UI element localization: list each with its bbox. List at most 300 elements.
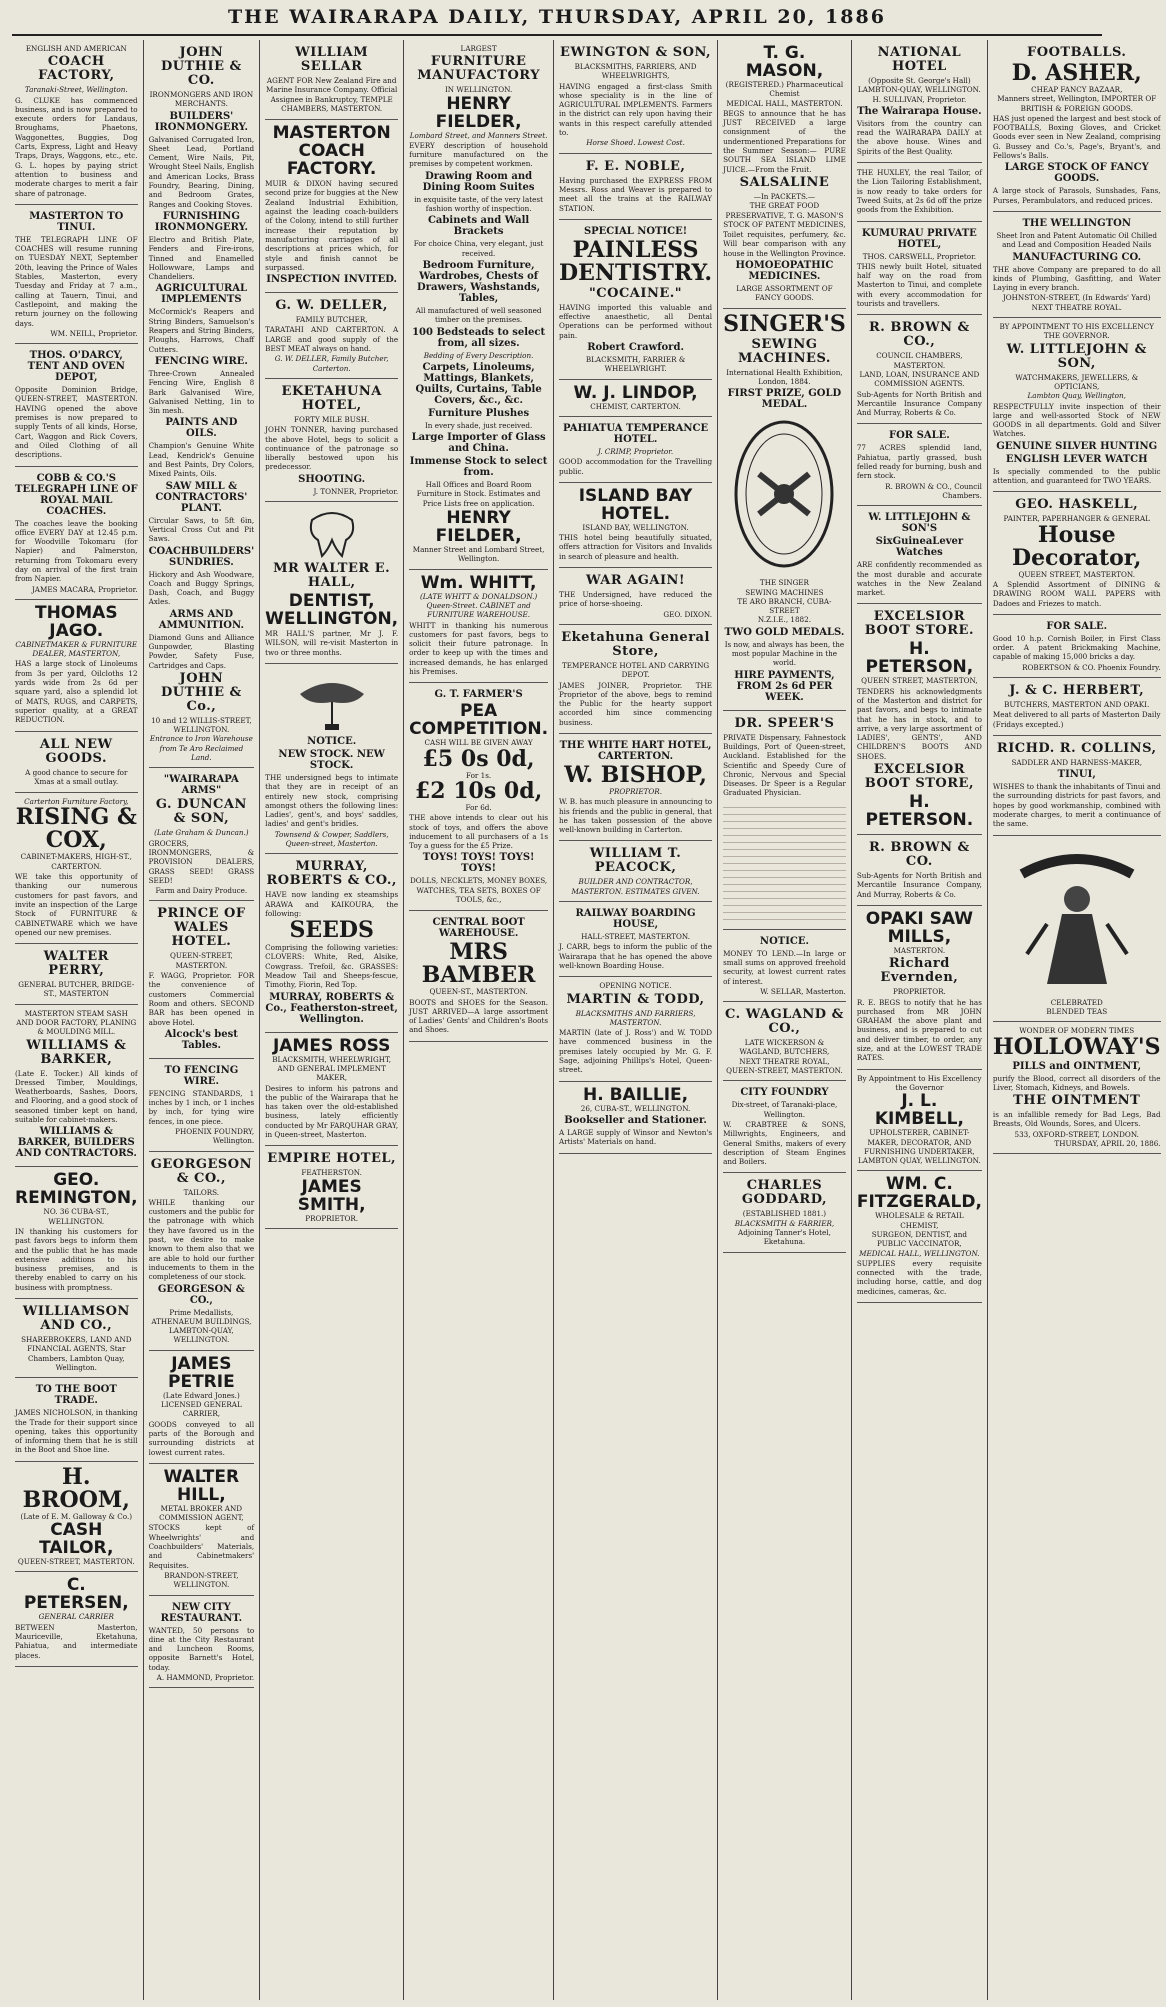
ad-signature: ROBERTSON & CO. Phoenix Foundry.	[1022, 662, 1161, 672]
ad-heading-6: SAW MILL & CONTRACTORS' PLANT.	[155, 480, 248, 514]
ad-title: WALTER HILL,	[163, 1466, 240, 1505]
ad-title: C. PETERSEN,	[23, 1575, 129, 1614]
ad-title-2: BLACKSMITH & FARRIER,	[734, 1218, 835, 1228]
ad-signature: G. W. DELLER, Family Butcher, Carterton.	[274, 354, 389, 373]
ad-heading: FOR SALE.	[1046, 620, 1108, 632]
ad-title: ALL NEW GOODS.	[39, 736, 113, 766]
collins-ad	[993, 736, 1161, 836]
ad-heading: Carterton Furniture Factory,	[24, 797, 129, 807]
ad-subtitle: CABINETMAKER & FURNITURE DEALER, MASTERTON,	[15, 639, 138, 659]
ad-subtitle: SixGuineaLever Watches	[875, 536, 964, 559]
ad-list-8: Diamond Guns and Alliance Gunpowder, Blasting Powder, Safety Fuse, Cartridges and Caps.	[148, 632, 255, 670]
ad-subtitle: IRONMONGERS AND IRON MERCHANTS.	[149, 90, 254, 109]
ad-title: PAHIATUA TEMPERANCE HOTEL.	[563, 422, 709, 445]
ad-title: W. LITTLEJOHN & SON'S	[868, 512, 971, 535]
column-1	[10, 40, 144, 2000]
ad-title: PRINCE OF WALES HOTEL.	[157, 906, 246, 950]
rising-cox-ad	[15, 793, 138, 944]
ad-body: HAS a large stock of Linoleums from 3s per yard, Oilcloths 12 yards wide from 2s 6d per square yard, also a splendid lot of MATS, RUGS, and CARPETS, superior quality, at a GREAT REDUCTION.	[15, 659, 138, 725]
ad-title: GEO. REMINGTON,	[15, 1170, 138, 1209]
dentist-ad	[265, 502, 398, 664]
column-3	[260, 40, 404, 2000]
tent-depot-ad	[15, 344, 138, 466]
ad-body: GOOD accommodation for the Travelling public.	[559, 457, 713, 476]
ad-title: WILLIAM T. PEACOCK,	[589, 846, 682, 876]
ad-body: WISHES to thank the inhabitants of Tinui and the surrounding districts for past favors, and hopes by good workmanship, combined with moderate charges, to merit a continuance of the same.	[992, 782, 1161, 829]
saddle-ad	[265, 664, 398, 854]
ad-body: IN thanking his customers for past favors begs to inform them and the public that he has made extensive additions to his business premises, and is thereby enabled to carry on his business with promptness.	[15, 1226, 138, 1292]
ad-signature: W. SELLAR, Masterton.	[760, 986, 846, 996]
ad-signature: J. CRIMP, Proprietor.	[597, 446, 674, 456]
huxley-tailor-ad	[857, 163, 982, 221]
ad-subtitle: LATE WICKERSON & WAGLAND, BUTCHERS,	[739, 1038, 830, 1057]
ad-list-5: Champion's Genuine White Lead, Kendrick's Genuine and Best Paints, Dry Colors, Mixed Paints, Oils.	[148, 441, 255, 479]
ad-body: GOODS conveyed to all parts of the Borough and surrounding districts at lowest current rates.	[148, 1419, 255, 1457]
ad-body: TENDERS his acknowledgments of the Masterton and district for past favors, and begs to intimate that he has in stock, and to arrive, a very large assortment of LADIES', GENTS', AND CHILDREN'S BOOTS AND SHOES.	[856, 686, 982, 761]
ad-heading-4: Bedroom Furniture, Wardrobes, Chests of Drawers, Washstands, Tables,	[417, 259, 541, 304]
fielder-ad	[409, 40, 548, 570]
ad-title: RAILWAY BOARDING HOUSE,	[575, 908, 696, 931]
city-foundry-ad	[723, 1081, 846, 1173]
ad-body: THE above Company are prepared to do all kinds of Plumbing, Gasfitting, and Water Laying in every branch.	[992, 264, 1161, 293]
ad-subtitle: TEMPERANCE HOTEL AND CARRYING DEPOT.	[562, 660, 710, 680]
ad-subtitle: International Health Exhibition, London, 1884.	[726, 367, 843, 386]
ad-subtitle-2: Prime Medallists, ATHENAEUM BUILDINGS, LAMBTON-QUAY, WELLINGTON.	[151, 1307, 252, 1345]
ad-body: (Late E. Tocker.) All kinds of Dressed Timber, Mouldings, Weatherboards, Sashes, Doors, and Flooring, and a good stock of seasoned timber kept on hand, suitable for cabinet-makers.	[15, 1068, 138, 1125]
ad-footer-note: Entrance to Iron Warehouse from Te Aro Reclaimed Land.	[149, 734, 253, 763]
ad-title: J. L. KIMBELL,	[874, 1091, 964, 1130]
ad-body: WHILE thanking our customers and the public for the patronage with which they have favored us in the past, we desire to make known to them also that we are able to hold our further inducements to them in the completeness of our stock.	[148, 1197, 255, 1282]
ad-list-6: Circular Saws, to 5ft 6in, Vertical Cross Cut and Pit Saws.	[148, 515, 255, 544]
ad-subtitle: FORTY MILE BUSH.	[294, 414, 370, 424]
asher-ad	[993, 40, 1161, 212]
ad-subtitle: BLACKSMITHS, FARRIERS, AND WHEELWRIGHTS,	[574, 62, 697, 81]
ad-heading: BY APPOINTMENT TO HIS EXCELLENCY THE GOVERNOR.	[999, 322, 1154, 341]
ad-body: BETWEEN Masterton, Mauriceville, Eketahuna, Pahiatua, and intermediate places.	[15, 1622, 138, 1660]
ad-title: MRS BAMBER	[421, 939, 536, 989]
ad-body-4: All manufactured of well seasoned timber on the premises.	[415, 305, 542, 325]
ewington-ad	[559, 40, 712, 154]
ad-name: H. PETERSON,	[865, 639, 974, 678]
ad-body-2: A large stock of Parasols, Sunshades, Fans, Purses, Perambulators, and reduced prices.	[992, 186, 1161, 205]
ad-subtitle: BUTCHERS, MASTERTON AND OPAKI.	[1004, 699, 1150, 709]
ad-title: MARTIN & TODD,	[566, 991, 705, 1007]
ad-heading: BUILDERS' IRONMONGERY.	[154, 110, 248, 133]
ad-subtitle: CABINET-MAKERS, HIGH-ST., CARTERTON.	[20, 852, 132, 871]
ad-title-2: JAMES SMITH,	[297, 1176, 366, 1215]
petersen-ad	[15, 1572, 138, 1666]
ad-title: F. E. NOBLE,	[585, 158, 686, 174]
ross-ad	[265, 1033, 398, 1147]
ad-subtitle: HALL-STREET, MASTERTON.	[581, 932, 691, 942]
coach-factory-ad	[15, 40, 138, 205]
ad-cocaine: "COCAINE."	[589, 285, 683, 301]
ad-title: WILLIAMSON AND CO.,	[22, 1304, 130, 1334]
ad-subtitle: ISLAND BAY, WELLINGTON.	[582, 522, 689, 532]
ad-title: H. BAILLIE,	[583, 1084, 689, 1105]
ad-heading: TO THE BOOT TRADE.	[35, 1384, 117, 1407]
ad-title: KUMURAU PRIVATE HOTEL,	[861, 227, 977, 250]
excelsior-boot-ad	[857, 604, 982, 835]
tea-lady-illustration	[1012, 844, 1142, 994]
duthie-ad	[149, 40, 255, 768]
ad-subtitle: SHAREBROKERS, LAND AND FINANCIAL AGENTS, Star Chambers, Lambton Quay, Wellington.	[21, 1335, 132, 1372]
ad-subtitle: IN WELLINGTON.	[444, 85, 513, 95]
georgeson-ad	[149, 1152, 255, 1351]
ad-title: RICHD. R. COLLINS,	[996, 740, 1157, 756]
column-4	[404, 40, 554, 2000]
ad-subtitle: COUNCIL CHAMBERS, MASTERTON.	[876, 351, 963, 370]
ad-heading: SPECIAL NOTICE!	[583, 225, 688, 237]
ad-body: HAVE now landing ex steamships ARAWA and KAIKOURA, the following:	[265, 890, 399, 918]
ad-subtitle: FEATHERSTON.	[301, 1168, 362, 1178]
eketahuna-hotel-ad	[265, 379, 398, 502]
williams-barker-ad	[15, 1005, 138, 1168]
ad-body: EVERY description of household furniture manufactured on the premises by competent workmen.	[409, 140, 549, 169]
ad-body: W. CRABTREE & SONS, Millwrights, Engineers, and General Smiths, makers of every description of Steam Engines and Boilers.	[723, 1119, 846, 1167]
ad-subtitle: WATCHMAKERS, JEWELLERS, & OPTICIANS,	[1015, 372, 1139, 391]
ad-heading: THE WHITE HART HOTEL, CARTERTON.	[559, 739, 712, 762]
ad-name-2: H. PETERSON.	[865, 792, 974, 831]
ad-body: J. CARR, begs to inform the public of the Wairarapa that he has opened the above well-known Boarding House.	[559, 942, 713, 970]
brown-co-ad	[857, 315, 982, 424]
ad-heading-7: COACHBUILDERS' SUNDRIES.	[148, 545, 255, 568]
text-filler	[723, 801, 846, 921]
ad-name: HENRY FIELDER,	[435, 93, 522, 132]
ad-body: PRIVATE Dispensary, Fahnestock Buildings, Port of Queen-street, Auckland. Established for the Scientific and Speedy Cure of Chronic, Nervous and Special Diseases. Dr Speer is a Regular Graduated Physician.	[723, 732, 846, 798]
ad-body: MARTIN (late of J. Ross') and W. TODD have commenced business in the premises lately occupied by Mr. G. F. Sage, adjoining Phillips's Hotel, Queen-street.	[559, 1028, 713, 1075]
ad-body: The coaches leave the booking office EVERY DAY at 12.45 p.m. for Woodville Tokomaru (for Napier) and Palmerston, returning from Tokomaru every day on arrival of the first train from Napier.	[15, 518, 138, 584]
ad-toys: TOYS! TOYS! TOYS! TOYS!	[422, 852, 535, 875]
ad-body: FENCING STANDARDS, 1 inches by 1 inch, or 1 inches by inch, for tying wire fences, in one piece.	[148, 1088, 255, 1126]
ad-heading-5: PAINTS AND OILS.	[165, 417, 238, 440]
ad-body: Sub-Agents for North British and Mercantile Insurance Company And Murray, Roberts & Co.	[856, 389, 982, 418]
ad-heading-9: Immense Stock to select from.	[409, 456, 548, 479]
ad-body: Good 10 h.p. Cornish Boiler, in First Class order. A patent Brickmaking Machine, capable of making 15,000 bricks a day.	[992, 633, 1161, 662]
ad-subtitle: (Late Edward Jones.) LICENSED GENERAL CARRIER,	[160, 1390, 242, 1419]
ad-title: FURNITURE MANUFACTORY	[417, 54, 540, 84]
ad-address: 533, OXFORD-STREET, LONDON.	[1014, 1129, 1139, 1139]
painless-dentistry-ad	[559, 220, 712, 380]
whitt-ad	[409, 570, 548, 684]
ad-title: MASTERTON COACH FACTORY.	[272, 123, 391, 180]
money-notice-ad	[723, 930, 846, 1002]
ad-body: A Splendid Assortment of DINING & DRAWING ROOM WALL PAPERS with Dadoes and Friezes to match.	[992, 579, 1161, 608]
opaki-saw-mills-ad	[857, 906, 982, 1070]
kimbell-ad	[857, 1070, 982, 1172]
ad-subtitle: CHEAP FANCY BAZAAR,	[1031, 85, 1123, 94]
blended-teas-ad	[993, 836, 1161, 1023]
ad-title: WALTER PERRY,	[43, 949, 109, 979]
ad-body-9: Hall Offices and Board Room Furniture in Stock. Estimates and Price Lists free on application.	[416, 480, 541, 508]
ad-heading: FOOTBALLS.	[1027, 45, 1127, 60]
ad-body: CASH WILL BE GIVEN AWAY	[424, 738, 533, 748]
littlejohn-watches-ad	[857, 506, 982, 604]
ad-title: MR WALTER E. HALL,	[273, 561, 391, 591]
ad-heading: WONDER OF MODERN TIMES	[1019, 1026, 1135, 1036]
ad-subtitle: BLACKSMITH, WHEELWRIGHT, AND GENERAL IMPLEMENT MAKER,	[272, 1054, 392, 1083]
issue-date: THURSDAY, APRIL 20, 1886.	[1054, 1139, 1161, 1149]
ad-subtitle: (Opposite St. George's Hall) LAMBTON-QUAY, WELLINGTON.	[857, 76, 981, 95]
ad-body: HAVING imported this valuable and effective anaesthetic, all Dental Operations can be performed without pain.	[559, 302, 713, 340]
jago-ad	[15, 600, 138, 732]
goddard-ad	[723, 1173, 846, 1252]
ad-body: MUIR & DIXON having secured second prize for buggies at the New Zealand Industrial Exhibition, against the leading coach-builders of the Colony, intend to still further increase their reputation by manufacturing carriages of all descriptions at prices which, for style and finish cannot be surpassed.	[265, 179, 399, 272]
ad-heading-8: ARMS AND AMMUNITION.	[158, 608, 244, 631]
kumurau-hotel-ad	[857, 222, 982, 316]
broom-ad	[15, 1462, 138, 1573]
ad-title: WILLIAMS & BARKER,	[26, 1037, 127, 1067]
branch-text: TE ARO BRANCH, CUBA-STREET	[737, 596, 832, 616]
ad-title: JAMES PETRIE	[168, 1353, 235, 1392]
ad-subtitle: FAMILY BUTCHER,	[295, 315, 368, 325]
ad-body: Sub-Agents for North British and Mercantile Insurance Company, And Murray, Roberts & Co.	[856, 871, 982, 899]
ad-address: TINUI,	[1057, 769, 1096, 781]
ad-address: MEDICAL HALL, MASTERTON.	[726, 98, 843, 108]
ad-address: Lambton Quay, Wellington,	[1027, 391, 1126, 401]
ad-body: JAMES NICHOLSON, in thanking the Trade for their support since opening, takes this opportunity of informing them that he is still in the Boot and Shoe line.	[15, 1408, 138, 1455]
singer-seal-icon	[729, 414, 839, 574]
white-hart-hotel-ad	[559, 734, 712, 841]
ad-footer-address: 10 and 12 WILLIS-STREET, WELLINGTON.	[151, 715, 252, 735]
ad-signature: LARGE ASSORTMENT OF FANCY GOODS.	[736, 284, 833, 303]
sellar-ad	[265, 40, 398, 120]
ad-subtitle: Dix-street, of Taranaki-place, Wellington.	[731, 1100, 838, 1119]
ad-body: BOOTS and SHOES for the Season. JUST ARRIVED—A large assortment of Ladies' Gents' and Children's Boots and Shoes.	[409, 997, 549, 1035]
ad-signature: PHOENIX FOUNDRY, Wellington.	[175, 1127, 255, 1146]
ad-heading: SHOOTING.	[298, 473, 366, 485]
ad-signature: MURRAY, ROBERTS & Co., Featherston-street, Wellington.	[265, 991, 398, 1025]
ad-body: WANTED, 50 persons to dine at the City Restaurant and Luncheon Rooms, opposite Barnett's Hotel, today.	[148, 1625, 255, 1672]
ad-subtitle: 26, CUBA-ST., WELLINGTON.	[580, 1103, 691, 1113]
ad-title: EKETAHUNA HOTEL,	[281, 383, 382, 413]
ad-subtitle: PILLS and OINTMENT,	[1012, 1060, 1142, 1072]
ad-body: MONEY TO LEND.—In large or small sums on approved freehold security, at lowest current rates of interest.	[723, 948, 846, 986]
herbert-ad	[993, 678, 1161, 736]
ad-terms: HIRE PAYMENTS, FROM 2s 6d PER WEEK.	[734, 669, 835, 703]
ad-signature: BRANDON-STREET, WELLINGTON.	[164, 1570, 239, 1590]
ad-heading: MASTERTON STEAM SASH AND DOOR FACTORY, PLANING & MOULDING MILL.	[16, 1008, 137, 1037]
ad-title-2: SEWING MACHINES.	[737, 336, 831, 366]
banner-left-text: CELEBRATED	[1050, 997, 1103, 1007]
ad-body: Visitors from the country can read the WAIRARAPA DAILY at the above house. Wines and Spirits of the Best Quality.	[856, 118, 982, 156]
ad-subtitle-2: —In PACKETS.—	[753, 191, 816, 201]
ad-body: R. E. BEGS to notify that he has purchased from MR JOHN GRAHAM the above plant and business, and is prepared to cut and deliver timber, to order, any size, and at the LOWEST TRADE RATES.	[856, 997, 982, 1063]
ad-body-3: Toilet requisites, perfumery, &c. Will bear comparison with any house in the Wellington Province.	[723, 230, 846, 258]
ad-title: GEO. HASKELL,	[1015, 497, 1139, 513]
ad-subtitle: CHEMIST, CARTERTON.	[590, 401, 681, 411]
second-prize: £2 10s 0d,	[414, 777, 543, 804]
brown-co-ad-2	[857, 835, 982, 906]
ad-title-2: The Wairarapa House.	[857, 105, 982, 117]
ad-body-2: Is specially commended to the public attention, and guaranteed for TWO YEARS.	[992, 466, 1161, 486]
column-7	[852, 40, 988, 2000]
ad-address: QUEEN STREET, MASTERTON.	[1018, 569, 1135, 579]
ad-body: STOCKS kept of Wheelwrights' and Coachbuilders' Materials, and Cabinetmakers' Requisites.	[148, 1523, 255, 1570]
ad-body: Having purchased the EXPRESS FROM Messrs. Ross and Weaver is prepared to meet all the trains at the RAILWAY STATION.	[559, 175, 713, 213]
ad-list-4: Three-Crown Annealed Fencing Wire, English 8 Bark Galvanised Wire, Galvanised Netting, 1in to 3in mesh.	[148, 368, 255, 416]
pea-competition-ad	[409, 683, 548, 911]
ad-title: THOMAS JAGO.	[34, 602, 118, 641]
ad-body-2: in exquisite taste, of the very latest fashion worthy of inspection.	[414, 194, 543, 214]
ad-body: A good chance to secure for Xmas at a small outlay.	[25, 767, 128, 786]
ad-address: MEDICAL HALL, WELLINGTON.	[859, 1248, 980, 1258]
column-2	[144, 40, 261, 2000]
ad-signature: GEO. DIXON.	[663, 609, 713, 619]
ad-body: WE take this opportunity of thanking our numerous customers for past favors, and invite an inspection of the Large Stock of FURNITURE & CABINETWARE which we have opened our new premises.	[15, 872, 138, 937]
ad-body: purify the Blood, correct all disorders of the Liver, Stomach, Kidneys, and Bowels.	[992, 1073, 1161, 1092]
ad-title: GEORGESON & CO.,	[150, 1156, 252, 1186]
ad-footer: INSPECTION INVITED.	[266, 274, 398, 286]
ad-body: GROCERS, IRONMONGERS, & PROVISION DEALERS, GRASS SEED! GRASS SEED!	[148, 838, 255, 885]
ad-title: R. BROWN & CO.	[869, 840, 970, 870]
ad-body: A LARGE supply of Winsor and Newton's Artists' Materials on hand.	[559, 1127, 713, 1147]
ad-title-2: GENUINE SILVER HUNTING	[996, 440, 1158, 452]
ad-prize: FIRST PRIZE, GOLD MEDAL.	[727, 388, 842, 411]
ad-signature: A. HAMMOND, Proprietor.	[156, 1672, 255, 1682]
ad-title: RISING & COX,	[15, 804, 137, 854]
ad-title: H. BROOM,	[22, 1463, 130, 1513]
ad-title: NATIONAL HOTEL	[877, 45, 962, 74]
seal-bottom-text: SEWING MACHINES	[745, 587, 824, 597]
ad-heading: "WAIRARAPA ARMS"	[163, 774, 239, 797]
ad-nzie: N.Z.I.E., 1882.	[757, 615, 811, 625]
ad-title: W. LITTLEJOHN & SON,	[1006, 341, 1147, 371]
ad-body: TARATAHI AND CARTERTON. A LARGE and good supply of the BEST MEAT always on hand.	[265, 325, 399, 354]
littlejohn-son-ad	[993, 318, 1161, 492]
ad-body-7: In every shade, just received.	[424, 420, 533, 430]
mason-chemist-ad	[723, 40, 846, 309]
ad-signature: WILLIAMS & BARKER, BUILDERS AND CONTRACTORS.	[15, 1126, 137, 1160]
seal-top-text: THE SINGER	[759, 578, 809, 588]
boarding-house-ad	[559, 902, 712, 977]
ad-address: Adjoining Tanner's Hotel, Eketahuna.	[738, 1228, 831, 1247]
deller-ad	[265, 293, 398, 379]
ad-address: Lombard Street, and Manners Street.	[409, 130, 548, 140]
ad-subtitle: (Late Graham & Duncan.)	[154, 828, 249, 838]
column-5	[554, 40, 718, 2000]
ad-signature: Horse Shoed. Lowest Cost.	[586, 138, 685, 148]
ad-body: Meat delivered to all parts of Masterton Daily (Fridays excepted.)	[992, 710, 1161, 729]
ad-body: THIS hotel being beautifully situated, offers attraction for Visitors and Invalids in search of pleasure and health.	[559, 533, 713, 561]
ad-body: ARE confidently recommended as the most durable and accurate watches in the New Zealand market.	[856, 560, 982, 598]
ad-address: LAMBTON QUAY, WELLINGTON.	[858, 1156, 981, 1166]
ad-subtitle: (REGISTERED.) Pharmaceutical Chemist	[725, 80, 844, 99]
prince-of-wales-hotel-ad	[149, 901, 255, 1058]
ad-body-2: THE GREAT FOOD PRESERVATIVE, T. G. MASON'S STOCK OF PATENT MEDICINES,	[723, 201, 846, 229]
ad-body: THE HUXLEY, the real Tailor, of the Lion Tailoring Establishment, is now ready to take orders for Tweed Suits, at 2s 6d off the prize goods from the Exhibition.	[856, 168, 982, 215]
ad-body: G. CLUKE has commenced business, and is now prepared to execute orders for Landaus, Broughams, Phaetons, Waggonettes, Buggies, Dog Carts, Express, Light and Heavy Traps, Drays, Waggons, etc., etc. G. L. hopes by paying strict attention to business and moderate charges to merit a fair share of patronage.	[15, 95, 138, 198]
duncan-ad	[149, 768, 255, 901]
ad-list: DOLLS, NECKLETS, MONEY BOXES, WATCHES, TEA SETS, BOXES OF TOOLS, &c.,	[409, 876, 548, 904]
bamber-ad	[409, 911, 548, 1041]
ad-heading: HOMOEOPATHIC MEDICINES.	[735, 260, 834, 283]
restaurant-ad	[149, 1596, 255, 1689]
ad-title: HOLLOWAY'S	[992, 1033, 1161, 1060]
ad-title: MURRAY, ROBERTS & CO.,	[266, 859, 397, 889]
ad-signature: JOHNSTON-STREET, (In Edwards' Yard) NEXT THEATRE ROYAL.	[1002, 293, 1151, 312]
ad-title: W. J. LINDOP,	[573, 382, 698, 403]
ad-title: EMPIRE HOTEL,	[267, 1151, 397, 1167]
ad-subtitle: SADDLER AND HARNESS-MAKER,	[1011, 757, 1143, 767]
fitzgerald-ad	[857, 1171, 982, 1303]
ad-title: WAR AGAIN!	[585, 573, 686, 589]
ad-body: JOHN TONNER, having purchased the above Hotel, begs to solicit a continuance of the patronage so liberally bestowed upon his predecessor.	[265, 425, 399, 472]
ad-title-2: GEORGESON & CO.,	[157, 1283, 245, 1306]
boiler-for-sale-ad	[993, 615, 1161, 678]
ad-title: EWINGTON & SON,	[560, 45, 712, 60]
tinui-coaches-ad	[15, 205, 138, 344]
banner-right-text: BLENDED TEAS	[1046, 1006, 1108, 1016]
ad-subtitle: WHOLESALE & RETAIL CHEMIST,	[875, 1211, 964, 1230]
ad-heading: TO FENCING WIRE.	[164, 1064, 239, 1087]
singer-ad	[723, 309, 846, 711]
first-prize-price: For 1s.	[466, 770, 492, 780]
ad-body: MR HALL'S partner, Mr J. F. WILSON, will re-visit Masterton in two or three months.	[265, 629, 399, 657]
ad-heading-3: AGRICULTURAL IMPLEMENTS	[155, 283, 248, 306]
ad-signature: J. TONNER, Proprietor.	[313, 486, 399, 496]
ad-signature: JAMES MACARA, Proprietor.	[31, 584, 138, 594]
ad-body: Is now, and always has been, the most popular Machine in the world.	[724, 639, 845, 668]
ad-list-2: Electro and British Plate, Fenders and Fire-irons, Tinned and Enamelled Hollowware, Lamps and Chandeliers.	[148, 234, 255, 282]
masterton-coach-factory-ad	[265, 120, 398, 293]
ad-body: THE TELEGRAPH LINE OF COACHES will resume running on TUESDAY NEXT, September 20th, leaving the Prince of Wales Stables, Masterton, every Tuesday and Friday at 7 a.m., calling at Tauern, Tinui, and Castlepoint, and making the return journey on the following days.	[15, 234, 138, 328]
ad-subtitle: TAILORS.	[183, 1187, 220, 1197]
ad-title: THE WELLINGTON	[1022, 217, 1132, 229]
ad-title: J. & C. HERBERT,	[1009, 682, 1145, 698]
ad-subtitle: QUEEN-STREET, MASTERTON.	[169, 951, 233, 970]
ad-gold-medals: TWO GOLD MEDALS.	[724, 626, 845, 638]
ad-heading-8: Large Importer of Glass and China.	[411, 432, 546, 455]
ad-heading-2: Drawing Room and Dining Room Suites	[422, 170, 535, 193]
ad-body-2: THE above intends to clear out his stock of toys, and offers the above inducement to all purchasers of a 1s Toy a guess for the £5 Prize.	[409, 813, 549, 851]
ad-title-2: EXCELSIOR BOOT STORE,	[864, 762, 974, 792]
ad-heading: LARGEST	[460, 44, 497, 53]
ad-list: Galvanised Corrugated Iron, Sheet Lead, Portland Cement, Wire Nails, Pit, Wrought Steel Nails, English and American Locks, Brass Foundry, Bearing, Dining, and Bedroom Grates, Ranges and Cooking Stoves.	[148, 134, 255, 209]
ad-body: RESPECTFULLY invite inspection of their large and well-assorted Stock of NEW GOODS in all departments. Gold and Silver Watches.	[992, 401, 1161, 439]
ad-signature: PROPRIETOR.	[305, 1213, 359, 1223]
ad-list-7: Hickory and Ash Woodware, Coach and Buggy Springs, Dash, Coach, and Buggy Axles.	[148, 569, 255, 607]
petrie-ad	[149, 1351, 255, 1464]
wellington-manufacturing-ad	[993, 212, 1161, 318]
ad-signature: PROPRIETOR.	[892, 987, 946, 997]
ad-title: W. BISHOP,	[564, 761, 707, 788]
eketahuna-store-ad	[559, 625, 712, 734]
first-prize: £5 0s 0d,	[422, 745, 535, 772]
ad-subtitle: (LATE WHITT & DONALDSON.) Queen-Street. CABINET and FURNITURE WAREHOUSE.	[419, 591, 538, 620]
ad-heading-3: Cabinets and Wall Brackets	[427, 215, 530, 238]
ad-big: House Decorator,	[1011, 521, 1142, 571]
noble-express-ad	[559, 154, 712, 220]
remington-ad	[15, 1167, 138, 1299]
pahiatua-hotel-ad	[559, 417, 712, 483]
ad-subtitle: PAINTER, PAPERHANGER & GENERAL	[1003, 514, 1150, 524]
ad-heading: FOR SALE.	[889, 430, 950, 442]
ad-subtitle: (ESTABLISHED 1881.)	[742, 1209, 827, 1219]
ad-heading: NOTICE.	[759, 935, 809, 947]
ad-title: JOHN DUTHIE & CO.	[160, 45, 242, 88]
ad-subtitle: MASTERTON.	[893, 945, 946, 955]
ad-heading: OPENING NOTICE.	[599, 981, 672, 991]
ad-heading: CITY FOUNDRY	[740, 1087, 829, 1099]
ad-body: WHITT in thanking his numerous customers for past favors, begs to solicit their future patronage. In order to keep up with the times and increased demands, he has enlarged his Premises.	[409, 620, 549, 677]
saddle-icon	[292, 672, 372, 732]
ad-subtitle: BLACKSMITH, FARRIER & WHEELWRIGHT.	[585, 355, 686, 374]
ad-heading: LAND, LOAN, INSURANCE AND COMMISSION AGENTS.	[859, 369, 980, 389]
ad-heading: MASTERTON TO TINUI.	[29, 210, 124, 233]
ad-footer-address: Manner Street and Lombard Street, Wellington.	[412, 545, 545, 564]
ad-city: WELLINGTON,	[265, 609, 399, 630]
